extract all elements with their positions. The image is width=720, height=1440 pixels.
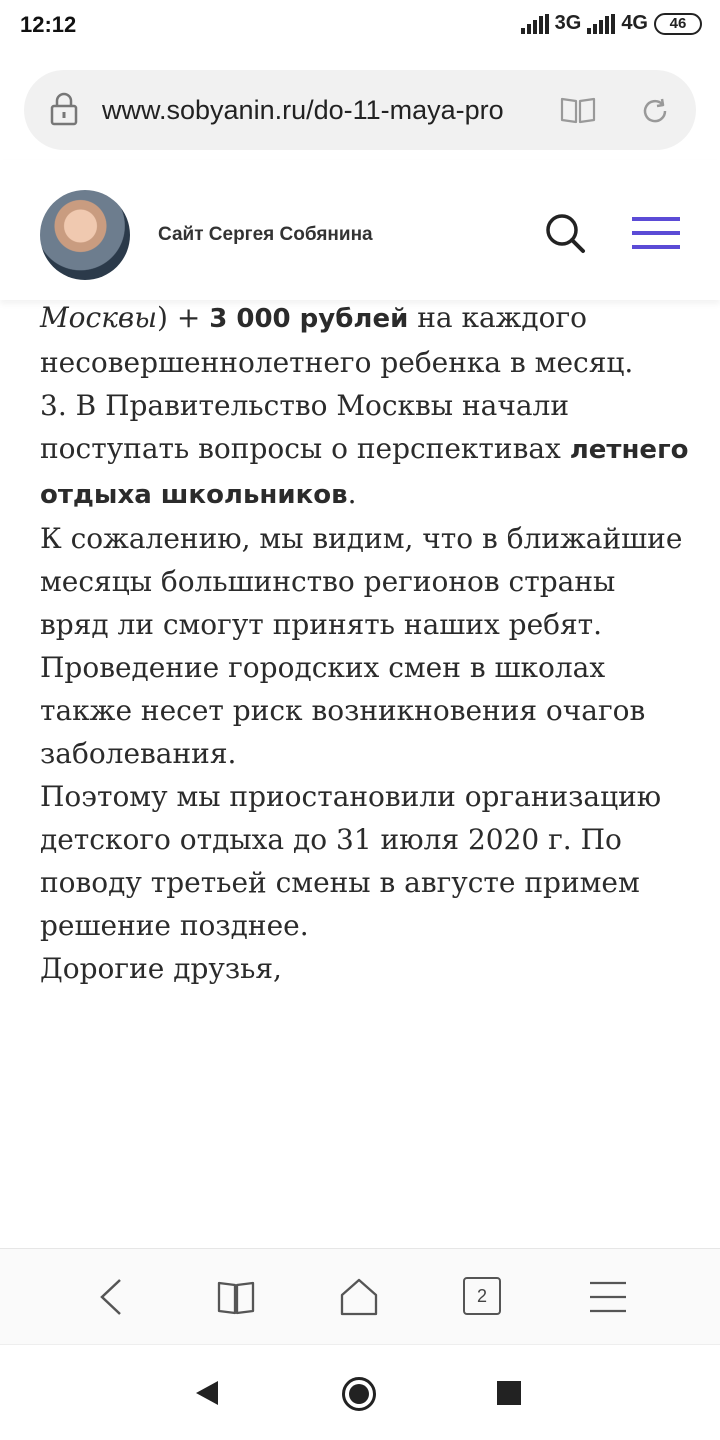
status-indicators (521, 12, 702, 35)
home-icon[interactable] (339, 1277, 379, 1317)
lock-icon (50, 92, 78, 126)
bookmarks-icon[interactable] (216, 1277, 256, 1317)
status-bar (0, 0, 720, 52)
article-body (40, 296, 690, 990)
paragraph-point-3: 3. В Правительство Москвы начали поступать вопросы о перспективах летнего отдыха школьников. (40, 389, 689, 510)
back-icon[interactable] (92, 1277, 132, 1317)
browser-toolbar (0, 1248, 720, 1344)
site-header (0, 160, 720, 300)
italic-text: Москвы (40, 301, 158, 334)
signal-icon (521, 14, 549, 34)
site-title[interactable]: Сайт Сергея Собянина (158, 224, 373, 245)
reload-icon[interactable] (640, 96, 670, 126)
nav-home-icon[interactable] (341, 1376, 377, 1412)
nav-back-icon[interactable] (194, 1379, 220, 1407)
battery-icon: 46 (654, 13, 702, 35)
network-type-2: 4G (621, 12, 648, 34)
paragraph-regret: К сожалению, мы видим, что в ближайшие месяцы большинство регионов страны вряд ли смогут принять наших ребят. Проведение городских смен в школах также несет риск возникновения очагов заболевания. (40, 522, 683, 770)
avatar[interactable] (40, 190, 130, 280)
system-nav-bar (0, 1344, 720, 1440)
paragraph-suspension: Поэтому мы приостановили организацию детского отдыха до 31 июля 2020 г. По поводу третьей смены в августе примем решение позднее. (40, 780, 662, 942)
status-time: 12:12 (20, 12, 77, 37)
browser-menu-icon[interactable] (588, 1277, 628, 1317)
hamburger-menu-icon[interactable] (632, 216, 680, 250)
url-text[interactable]: www.sobyanin.ru/do-11-maya-pro (102, 95, 504, 125)
nav-recents-icon[interactable] (497, 1381, 521, 1405)
signal-icon (587, 14, 615, 34)
bold-summer-rest: летнего отдыха школьников (40, 435, 689, 510)
search-icon[interactable] (544, 212, 586, 254)
address-bar[interactable] (24, 70, 696, 150)
network-type-1: 3G (554, 12, 582, 34)
reader-mode-icon[interactable] (560, 96, 596, 124)
paragraph-child-benefit: Москвы) + 3 000 рублей на каждого несовершеннолетнего ребенка в месяц. (40, 301, 634, 379)
tab-count-button[interactable]: 2 (463, 1277, 501, 1315)
bold-amount: 3 000 рублей (209, 304, 409, 334)
paragraph-greeting: Дорогие друзья, (40, 952, 282, 985)
